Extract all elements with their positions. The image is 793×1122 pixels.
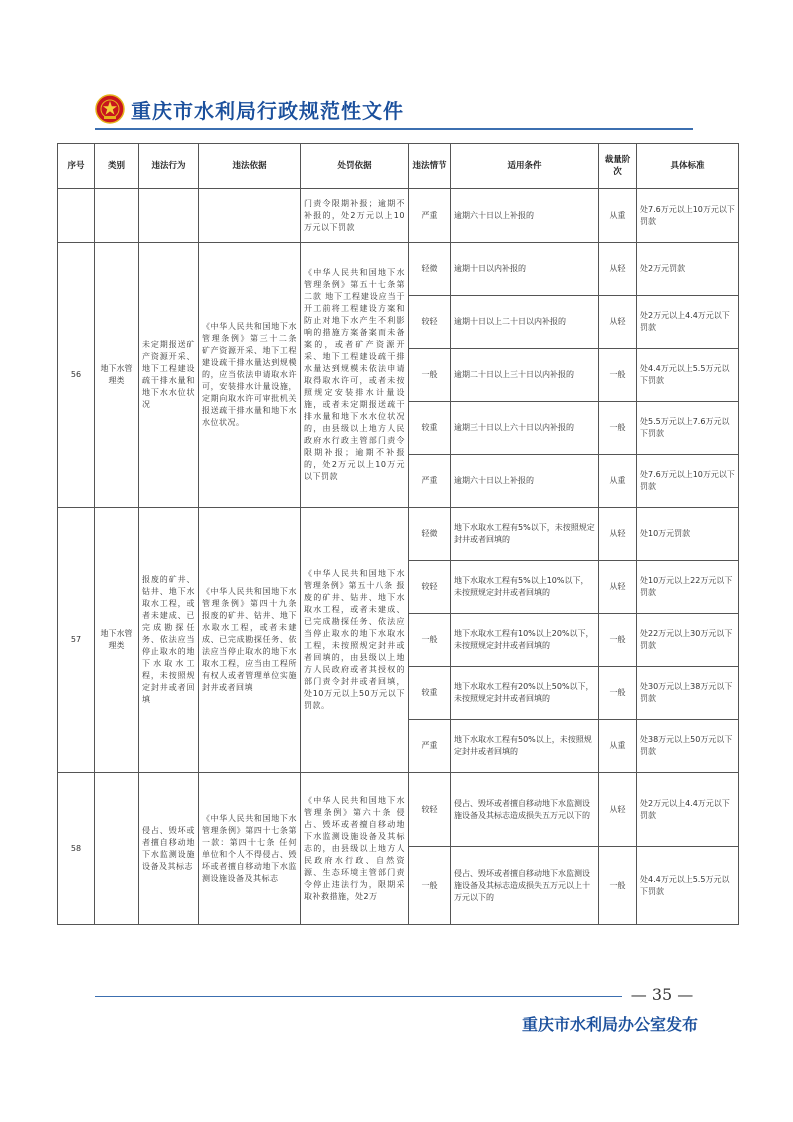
category-cell: 地下水管理类 bbox=[95, 243, 139, 508]
level-cell: 从重 bbox=[599, 455, 637, 508]
category-cell bbox=[95, 773, 139, 925]
severity-cell: 一般 bbox=[409, 614, 451, 667]
document-series-title: 重庆市水利局行政规范性文件 bbox=[131, 98, 404, 123]
severity-cell: 轻微 bbox=[409, 508, 451, 561]
standard-cell: 处22万元以上30万元以下罚款 bbox=[637, 614, 739, 667]
punishment-basis-cell: 《中华人民共和国地下水管理条例》第五十八条 报废的矿井、钻井、地下水取水工程，或者未建成、已完成勘探任务、依法应当停止取水的地下水取水工程，未按照规定封井或者回填的，由县级以上地方人民政府或者其授权的部门责令封井或者回填，处10万元以上50万元以下罚款。 bbox=[301, 508, 409, 773]
condition-cell: 逾期六十日以上补报的 bbox=[451, 455, 599, 508]
condition-cell: 逾期三十日以上六十日以内补报的 bbox=[451, 402, 599, 455]
level-cell: 从重 bbox=[599, 720, 637, 773]
table-row bbox=[58, 243, 739, 296]
col-header: 违法依据 bbox=[199, 144, 301, 189]
violation-cell: 未定期报送矿产资源开采、地下工程建设疏干排水量和地下水水位状况 bbox=[139, 243, 199, 508]
level-cell: 从重 bbox=[599, 189, 637, 243]
level-cell: 一般 bbox=[599, 614, 637, 667]
severity-cell: 严重 bbox=[409, 720, 451, 773]
penalty-discretion-table bbox=[57, 143, 739, 925]
punishment-basis-cell: 《中华人民共和国地下水管理条例》第五十七条第二款 地下工程建设应当于开工前将工程建设方案和防止对地下水产生不利影响的措施方案备案而未备案的，或者矿产资源开采、地下工程建设疏干排水量达到规模未依法申请取得取水许可，或者未按照规定安装排水计量设施，或者未定期报送疏干排水量和地下水水位状况的，由县级以上地方人民政府水行政主管部门责令限期补报；逾期不补报的，处2万元以上10万元以下罚款 bbox=[301, 243, 409, 508]
level-cell: 一般 bbox=[599, 667, 637, 720]
condition-cell: 侵占、毁坏或者擅自移动地下水监测设施设备及其标志造成损失五万元以上十万元以下的 bbox=[451, 847, 599, 925]
col-header: 违法情节 bbox=[409, 144, 451, 189]
national-emblem-icon bbox=[95, 94, 125, 124]
punishment-basis-cell: 门责令限期补报；逾期不补报的，处2万元以上10万元以下罚款 bbox=[301, 189, 409, 243]
category-cell: 地下水管理类 bbox=[95, 508, 139, 773]
table-row bbox=[58, 189, 739, 243]
level-cell: 一般 bbox=[599, 847, 637, 925]
col-header: 具体标准 bbox=[637, 144, 739, 189]
level-cell: 从轻 bbox=[599, 561, 637, 614]
col-header: 类别 bbox=[95, 144, 139, 189]
condition-cell: 逾期二十日以上三十日以内补报的 bbox=[451, 349, 599, 402]
standard-cell: 处30万元以上38万元以下罚款 bbox=[637, 667, 739, 720]
level-cell: 从轻 bbox=[599, 296, 637, 349]
level-cell: 从轻 bbox=[599, 773, 637, 847]
col-header: 违法行为 bbox=[139, 144, 199, 189]
col-header: 适用条件 bbox=[451, 144, 599, 189]
table-cell bbox=[199, 189, 301, 243]
condition-cell: 地下水取水工程有5%以下，未按照规定封井或者回填的 bbox=[451, 508, 599, 561]
standard-cell: 处38万元以上50万元以下罚款 bbox=[637, 720, 739, 773]
table-row bbox=[58, 773, 739, 847]
condition-cell: 逾期十日以内补报的 bbox=[451, 243, 599, 296]
row-number-cell: 58 bbox=[58, 773, 95, 925]
row-number-cell: 56 bbox=[58, 243, 95, 508]
col-header: 裁量阶次 bbox=[599, 144, 637, 189]
severity-cell: 一般 bbox=[409, 349, 451, 402]
standard-cell: 处2万元以上4.4万元以下罚款 bbox=[637, 296, 739, 349]
severity-cell: 严重 bbox=[409, 455, 451, 508]
violation-basis-cell: 《中华人民共和国地下水管理条例》第四十九条 报废的矿井、钻井、地下水取水工程，或者未建成、已完成勘探任务、依法应当停止取水的地下水取水工程，应当由工程所有权人或者管理单位实施封井或者回填 bbox=[199, 508, 301, 773]
condition-cell: 地下水取水工程有50%以上，未按照规定封井或者回填的 bbox=[451, 720, 599, 773]
violation-cell: 侵占、毁坏或者擅自移动地下水监测设施设备及其标志 bbox=[139, 773, 199, 925]
violation-basis-cell: 《中华人民共和国地下水管理条例》第三十二条 矿产资源开采、地下工程建设疏干排水量达到规模的，应当依法申请取水许可，安装排水计量设施，定期向取水许可审批机关报送疏干排水量和地下水水位状况。 bbox=[199, 243, 301, 508]
violation-basis-cell: 《中华人民共和国地下水管理条例》第四十七条第一款：第四十七条 任何单位和个人不得侵占、毁坏或者擅自移动地下水监测设施设备及其标志 bbox=[199, 773, 301, 925]
footer-divider bbox=[95, 996, 695, 997]
table-cell bbox=[95, 189, 139, 243]
standard-cell: 处4.4万元以上5.5万元以下罚款 bbox=[637, 847, 739, 925]
condition-cell: 逾期六十日以上补报的 bbox=[451, 189, 599, 243]
severity-cell: 较轻 bbox=[409, 773, 451, 847]
standard-cell: 处5.5万元以上7.6万元以下罚款 bbox=[637, 402, 739, 455]
condition-cell: 侵占、毁坏或者擅自移动地下水监测设施设备及其标志造成损失五万元以下的 bbox=[451, 773, 599, 847]
header-divider bbox=[95, 128, 693, 130]
condition-cell: 地下水取水工程有10%以上20%以下，未按照规定封井或者回填的 bbox=[451, 614, 599, 667]
severity-cell: 严重 bbox=[409, 189, 451, 243]
condition-cell: 逾期十日以上二十日以内补报的 bbox=[451, 296, 599, 349]
condition-cell: 地下水取水工程有20%以上50%以下，未按照规定封井或者回填的 bbox=[451, 667, 599, 720]
row-number-cell: 57 bbox=[58, 508, 95, 773]
col-header: 处罚依据 bbox=[301, 144, 409, 189]
severity-cell: 较重 bbox=[409, 402, 451, 455]
severity-cell: 较轻 bbox=[409, 296, 451, 349]
table-row bbox=[58, 508, 739, 561]
col-header: 序号 bbox=[58, 144, 95, 189]
page-header bbox=[95, 92, 404, 126]
standard-cell: 处10万元罚款 bbox=[637, 508, 739, 561]
table-cell bbox=[139, 189, 199, 243]
standard-cell: 处2万元罚款 bbox=[637, 243, 739, 296]
severity-cell: 较重 bbox=[409, 667, 451, 720]
standard-cell: 处2万元以上4.4万元以下罚款 bbox=[637, 773, 739, 847]
standard-cell: 处10万元以上22万元以下罚款 bbox=[637, 561, 739, 614]
table-header-row bbox=[58, 144, 739, 189]
standard-cell: 处4.4万元以上5.5万元以下罚款 bbox=[637, 349, 739, 402]
severity-cell: 轻微 bbox=[409, 243, 451, 296]
punishment-basis-cell: 《中华人民共和国地下水管理条例》第六十条 侵占、毁坏或者擅自移动地下水监测设施设备及其标志的，由县级以上地方人民政府水行政、自然资源、生态环境主管部门责令停止违法行为，限期采取补救措施，处2万 bbox=[301, 773, 409, 925]
condition-cell: 地下水取水工程有5%以上10%以下，未按照规定封井或者回填的 bbox=[451, 561, 599, 614]
level-cell: 从轻 bbox=[599, 508, 637, 561]
severity-cell: 较轻 bbox=[409, 561, 451, 614]
severity-cell: 一般 bbox=[409, 847, 451, 925]
standard-cell: 处7.6万元以上10万元以下罚款 bbox=[637, 189, 739, 243]
standard-cell: 处7.6万元以上10万元以下罚款 bbox=[637, 455, 739, 508]
table-cell bbox=[58, 189, 95, 243]
level-cell: 一般 bbox=[599, 349, 637, 402]
publisher-label: 重庆市水利局办公室发布 bbox=[521, 1015, 698, 1034]
level-cell: 从轻 bbox=[599, 243, 637, 296]
level-cell: 一般 bbox=[599, 402, 637, 455]
violation-cell: 报废的矿井、钻井、地下水取水工程，或者未建成、已完成勘探任务、依法应当停止取水的地下水取水工程，未按照规定封井或者回填 bbox=[139, 508, 199, 773]
page-number: — 35 — bbox=[622, 985, 702, 1004]
